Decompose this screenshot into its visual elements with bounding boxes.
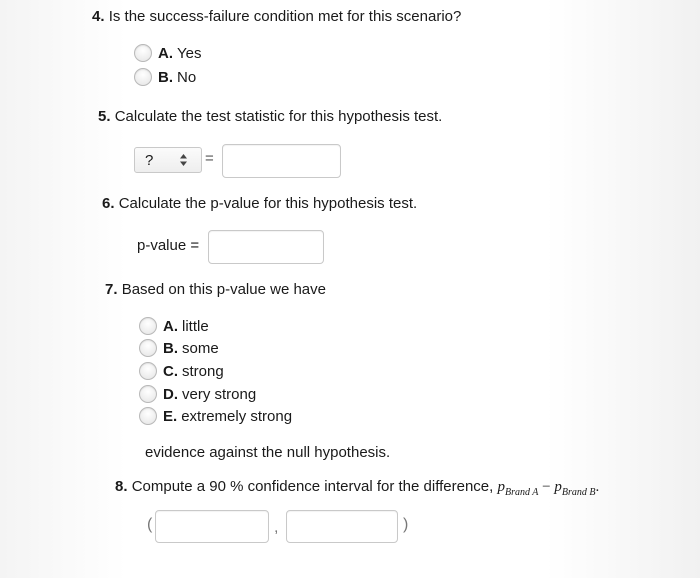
q7-option-d[interactable] [139, 385, 256, 403]
question-text: Based on this p-value we have [121, 281, 326, 298]
option-label: No [177, 68, 197, 86]
option-label: Yes [177, 44, 202, 62]
radio-button[interactable] [139, 362, 157, 380]
question-6 [102, 195, 417, 212]
math-subscript: Brand B [561, 487, 596, 498]
p-value-input[interactable] [208, 230, 324, 264]
radio-button[interactable] [139, 385, 157, 403]
comma: , [274, 519, 279, 536]
radio-button[interactable] [134, 44, 152, 62]
option-letter: D. [163, 385, 178, 403]
radio-button[interactable] [139, 407, 157, 425]
question-7 [105, 281, 326, 298]
option-label: very strong [182, 385, 257, 403]
option-letter: E. [163, 407, 178, 425]
option-letter: A. [158, 44, 173, 62]
option-letter: B. [163, 339, 178, 357]
radio-button[interactable] [139, 317, 157, 335]
radio-button[interactable] [139, 339, 157, 357]
question-text: Is the success-failure condition met for this scenario? [108, 8, 462, 25]
ci-upper-input[interactable] [286, 510, 398, 543]
q7-option-e[interactable] [139, 407, 292, 425]
math-p: p [554, 479, 562, 495]
q4-option-b[interactable] [134, 68, 196, 86]
question-number: 8. [115, 478, 128, 495]
question-number: 6. [102, 195, 115, 212]
option-letter: A. [163, 317, 178, 335]
radio-button[interactable] [134, 68, 152, 86]
question-text: Calculate the test statistic for this hypothesis test. [114, 108, 443, 125]
question-number: 5. [98, 108, 111, 125]
math-minus: − [542, 479, 551, 495]
equals-sign: = [205, 150, 214, 167]
question-8 [115, 478, 599, 498]
option-letter: C. [163, 362, 178, 380]
open-paren: ( [147, 516, 153, 533]
option-label: some [182, 339, 219, 357]
question-number: 4. [92, 8, 105, 25]
question-5 [98, 108, 442, 125]
math-subscript: Brand A [504, 487, 539, 498]
math-period: . [595, 479, 600, 495]
option-label: extremely strong [181, 407, 293, 425]
q7-option-a[interactable] [139, 317, 209, 335]
q4-option-a[interactable] [134, 44, 201, 62]
question-text: Compute a 90 % confidence interval for the difference, [131, 478, 494, 495]
math-p: p [497, 479, 505, 495]
question-number: 7. [105, 281, 118, 298]
close-paren: ) [403, 516, 409, 533]
option-letter: B. [158, 68, 173, 86]
math-expression [497, 479, 600, 498]
option-label: little [182, 317, 209, 335]
option-label: strong [182, 362, 224, 380]
test-statistic-input[interactable] [222, 144, 341, 178]
select-value: ? [145, 151, 154, 169]
question-4 [92, 8, 461, 25]
q7-suffix-text: evidence against the null hypothesis. [145, 444, 391, 461]
updown-arrows-icon [179, 153, 188, 167]
q7-option-c[interactable] [139, 362, 224, 380]
p-value-label: p-value = [137, 237, 200, 254]
question-text: Calculate the p-value for this hypothesis test. [118, 195, 418, 212]
test-statistic-select[interactable] [134, 147, 202, 173]
q7-option-b[interactable] [139, 339, 219, 357]
ci-lower-input[interactable] [155, 510, 269, 543]
